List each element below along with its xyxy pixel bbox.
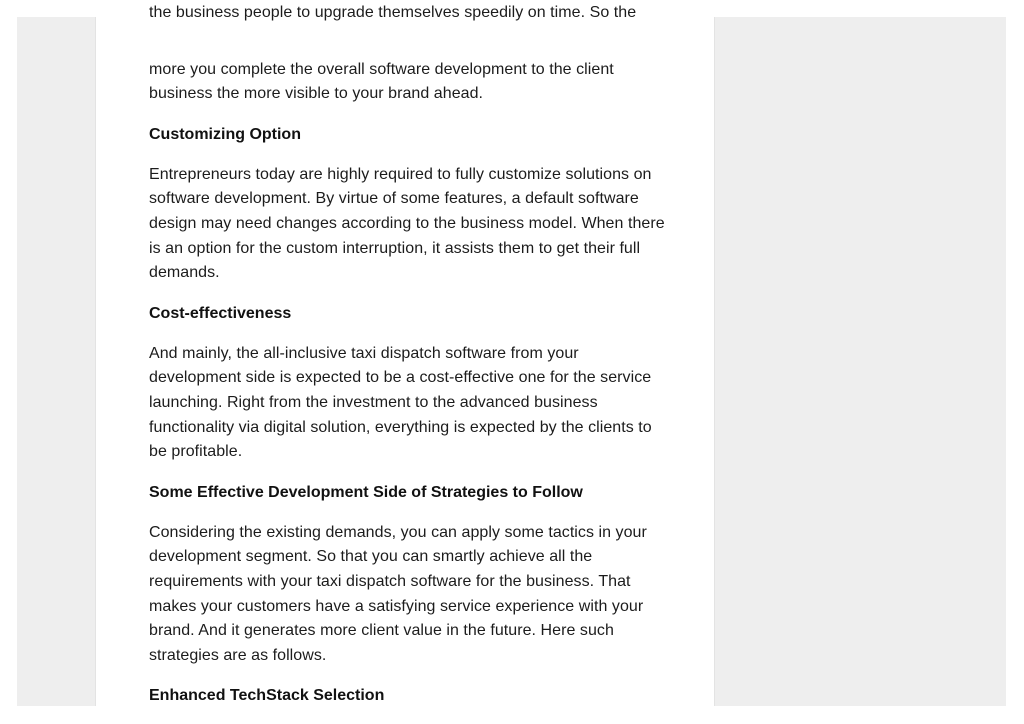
section-heading-cost: Cost-effectiveness [149, 304, 292, 322]
paragraph-strategies: Considering the existing demands, you can apply some tactics in your development segment. So that you can smartly achieve all the requirements with your taxi dispatch software for the business. That makes your customers have a satisfying service experience with your brand. And it generates more client value in the future. Here such strategies are as follows. [149, 523, 647, 664]
section-heading-customizing: Customizing Option [149, 125, 301, 143]
document-page [95, 4, 715, 706]
paragraph-customizing: Entrepreneurs today are highly required to fully customize solutions on software development. By virtue of some features, a default software design may need changes according to the business model. When there is an option for the custom interruption, it assists them to get their full demands. [149, 165, 665, 282]
paragraph-fragment: the business people to upgrade themselves speedily on time. So the [149, 4, 637, 21]
section-heading-strategies: Some Effective Development Side of Strategies to Follow [149, 483, 583, 501]
document-viewport [17, 4, 1006, 706]
paragraph: more you complete the overall software development to the client business the more visible to your brand ahead. [149, 60, 614, 103]
article-body [149, 1, 669, 724]
section-heading-techstack: Enhanced TechStack Selection [149, 687, 385, 705]
paragraph-cost: And mainly, the all-inclusive taxi dispatch software from your development side is expected to be a cost-effective one for the service launching. Right from the investment to the advanced business functionality via digital solution, everything is expected by the clients to be profitable. [149, 344, 652, 461]
